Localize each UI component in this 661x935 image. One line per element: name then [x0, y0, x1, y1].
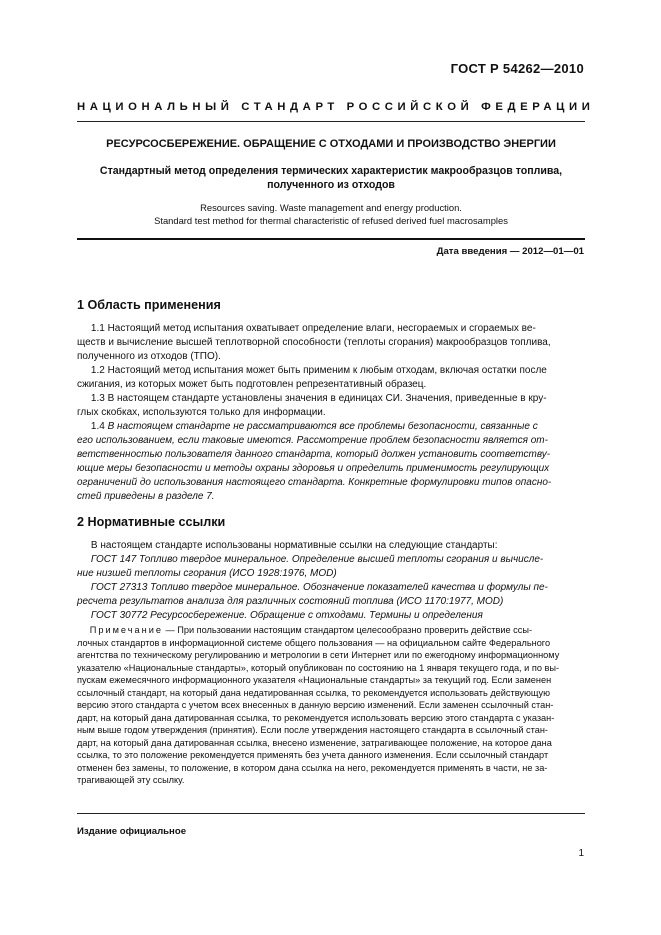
national-standard-banner: НАЦИОНАЛЬНЫЙ СТАНДАРТ РОССИЙСКОЙ ФЕДЕРАЦИИ	[77, 101, 595, 113]
official-edition-label: Издание официальное	[77, 826, 187, 837]
note-line: указателю «Национальные стандарты», который опубликован по состоянию на 1 января текущего года, и по вы-	[77, 662, 560, 673]
note-line: ным выше годом утверждения (принятия). Если после утверждения настоящего стандарта в ссылочный стан-	[77, 725, 548, 735]
body-line	[77, 420, 585, 434]
body-line: полученного из отходов (ТПО).	[77, 351, 221, 362]
body-line: стей приведены в разделе 7.	[77, 491, 215, 502]
header-divider	[77, 121, 585, 122]
english-title-line: Standard test method for thermal characteristic of refused derived fuel macrosamples	[154, 215, 508, 226]
reference-line	[77, 609, 585, 623]
body-text: 1.2 Настоящий метод испытания может быть применим к любым отходам, включая остатки после	[90, 365, 547, 376]
english-title-line: Resources saving. Waste management and energy production.	[200, 202, 462, 213]
english-title	[77, 201, 585, 227]
note-block	[77, 624, 585, 787]
note-line: ссылочный стандарт, на который дана недатированная ссылка, то рекомендуется использовать действующую	[77, 687, 551, 698]
body-line: ограничений до использования настоящего стандарта. Конкретные формулировки типов опасно-	[77, 477, 552, 488]
note-dash: —	[162, 625, 178, 635]
reference-line: ние низшей теплоты сгорания (ИСО 1928:1976, MOD)	[77, 568, 337, 579]
note-line: дарт, на который дана датированная ссылка, то рекомендуется использовать версию этого стандарта с указан-	[77, 712, 555, 723]
section-1-body	[77, 322, 585, 504]
body-line: его использованием, если таковые имеются. Рассмотрение проблем безопасности является от-	[77, 435, 548, 446]
note-line: агентства по техническому регулированию и метрологии в сети Интернет или по ежегодному информационному	[77, 650, 560, 660]
document-number: ГОСТ Р 54262—2010	[450, 61, 584, 76]
body-line	[77, 392, 585, 406]
note-line: ссылка, то это положение рекомендуется применять без учета данного изменения. Если ссылочный стандарт	[77, 750, 549, 760]
note-line: отменен без замены, то положение, в котором дана ссылка на него, рекомендуется применять в части, не за-	[77, 762, 548, 773]
note-line	[77, 624, 585, 637]
note-line: лочных стандартов в информационной системе общего пользования — на официальном сайте Федерального	[77, 637, 551, 648]
body-line	[77, 364, 585, 378]
clause-number: 1.4	[90, 421, 108, 432]
body-line: ществ и вычисление высшей теплотворной способности (теплоты сгорания) макрообразцов топлива,	[77, 337, 551, 348]
note-line: версию этого стандарта с учетом всех внесенных в данную версию изменений. Если заменен ссылочный стан-	[77, 700, 554, 710]
reference-line	[77, 581, 585, 595]
body-text: В настоящем стандарте использованы нормативные ссылки на следующие стандарты:	[90, 540, 498, 551]
body-text: В настоящем стандарте не рассматриваются все проблемы безопасности, связанные с	[107, 421, 538, 432]
reference-line	[77, 553, 585, 567]
note-line: трагивающей эту ссылку.	[77, 775, 185, 785]
note-line: пускам ежемесячного информационного указателя «Национальные стандарты» за текущий год. Если заменен	[77, 675, 552, 685]
body-text: 1.1 Настоящий метод испытания охватывает определение влаги, несгораемых и сгораемых ве-	[90, 323, 536, 334]
body-line: сжигания, из которых может быть подготовлен репрезентативный образец.	[77, 379, 427, 390]
body-line: глых скобках, используются только для информации.	[77, 407, 326, 418]
document-title: РЕСУРСОСБЕРЕЖЕНИЕ. ОБРАЩЕНИЕ С ОТХОДАМИ И ПРОИЗВОДСТВО ЭНЕРГИИ	[106, 138, 556, 150]
section-2-body	[77, 539, 585, 623]
subtitle-line: полученного из отходов	[267, 179, 395, 191]
reference-text: ГОСТ 30772 Ресурсосбережение. Обращение с отходами. Термины и определения	[90, 610, 483, 621]
body-line: ветственностью пользователя данного стандарта, который должен установить соответству-	[77, 449, 551, 460]
note-line: дарт, на который дана датированная ссылка, внесено изменение, затрагивающее положение, на которое дана	[77, 737, 552, 748]
title-divider	[77, 238, 585, 240]
body-line	[77, 539, 585, 553]
body-text: 1.3 В настоящем стандарте установлены значения в единицах СИ. Значения, приведенные в кру-	[90, 393, 547, 404]
note-text: При пользовании настоящим стандартом целесообразно проверить действие ссы-	[177, 625, 533, 635]
document-subtitle	[77, 164, 585, 192]
reference-line: ресчета результатов анализа для различных состояний топлива (ИСО 1170:1977, MOD)	[77, 596, 504, 607]
note-label: Примечание	[89, 625, 163, 635]
reference-text: ГОСТ 147 Топливо твердое минеральное. Определение высшей теплоты сгорания и вычисле-	[90, 554, 544, 565]
body-line: ющие меры безопасности и методы охраны здоровья и определить применимость регулирующих	[77, 463, 550, 474]
reference-text: ГОСТ 27313 Топливо твердое минеральное. Обозначение показателей качества и формулы пе-	[90, 582, 548, 593]
body-line	[77, 322, 585, 336]
footer-divider	[77, 813, 585, 814]
section-2-heading: 2 Нормативные ссылки	[77, 515, 226, 529]
page-number: 1	[578, 848, 584, 859]
section-1-heading: 1 Область применения	[77, 298, 221, 312]
introduction-date: Дата введения — 2012—01—01	[436, 246, 584, 257]
subtitle-line: Стандартный метод определения термических характеристик макрообразцов топлива,	[99, 165, 563, 177]
